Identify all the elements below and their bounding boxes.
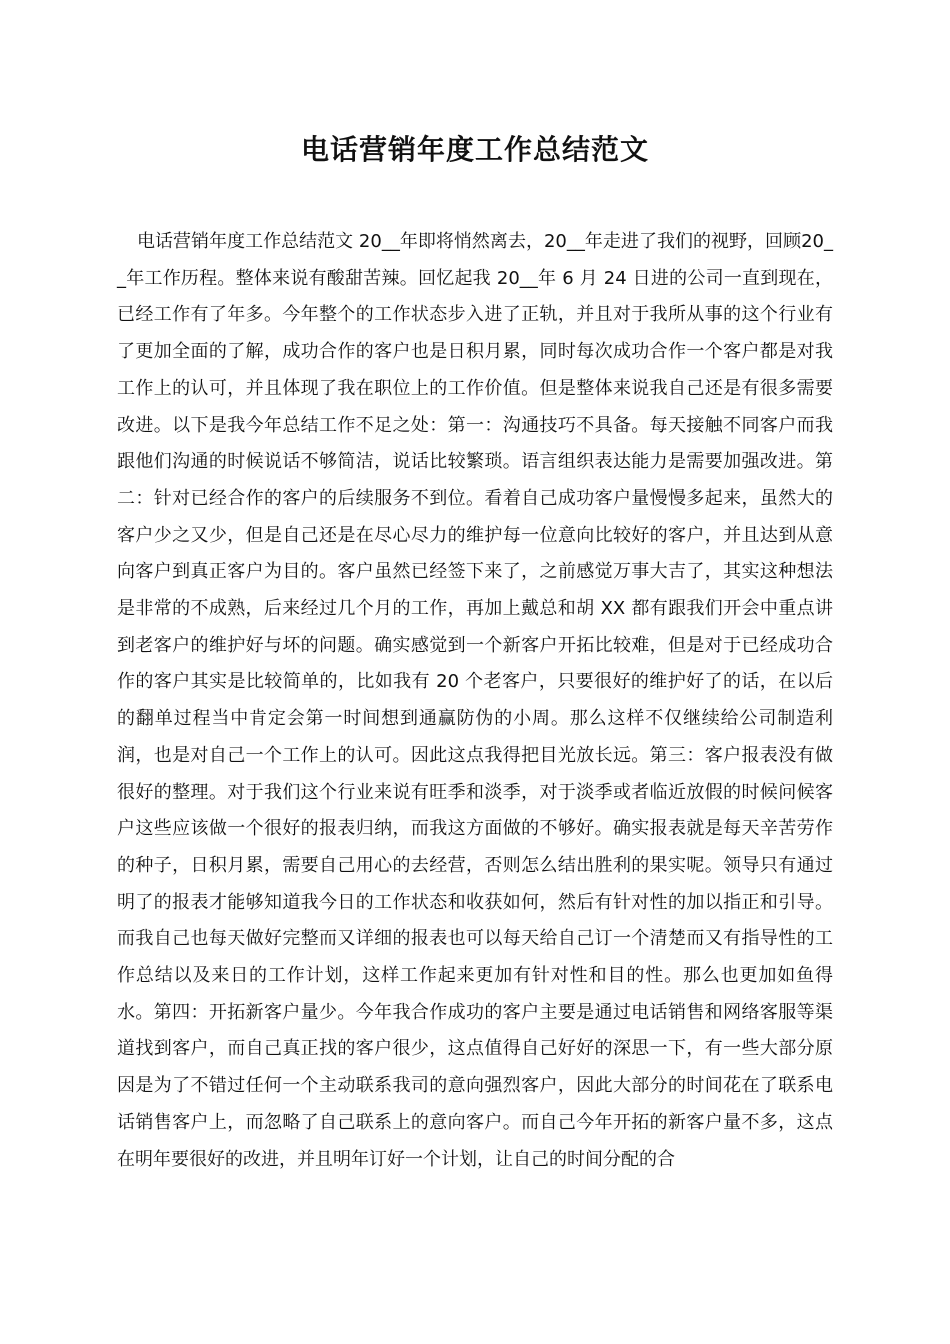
page-title: 电话营销年度工作总结范文 [300,133,649,166]
body-paragraph: 电话营销年度工作总结范文 20__年即将悄然离去，20__年走进了我们的视野，回顾20__年工作历程。整体来说有酸甜苦辣。回忆起我 20__年 6 月 24 日进的公司一直到现在，已经工作有了年多。今年整个的工作状态步入进了正轨，并且对于我所从事的这个行业有了更加全面的了解，成功合作的客户也是日积月累，同时每次成功合作一个客户都是对我工作上的认可，并且体现了我在职位上的工作价值。但是整体来说我自己还是有很多需要改进。以下是我今年总结工作不足之处：第一：沟通技巧不具备。每天接触不同客户而我跟他们沟通的时候说话不够简洁，说话比较繁琐。语言组织表达能力是需要加强改进。第二：针对已经合作的客户的后续服务不到位。看着自己成功客户量慢慢多起来，虽然大的客户少之又少，但是自己还是在尽心尽力的维护每一位意向比较好的客户，并且达到从意向客户到真正客户为目的。客户虽然已经签下来了，之前感觉万事大吉了，其实这种想法是非常的不成熟，后来经过几个月的工作，再加上戴总和胡 XX 都有跟我们开会中重点讲到老客户的维护好与坏的问题。确实感觉到一个新客户开拓比较难，但是对于已经成功合作的客户其实是比较简单的，比如我有 20 个老客户，只要很好的维护好了的话，在以后的翻单过程当中肯定会第一时间想到通赢防伪的小周。那么这样不仅继续给公司制造利润，也是对自己一个工作上的认可。因此这点我得把目光放长远。第三：客户报表没有做很好的整理。对于我们这个行业来说有旺季和淡季，对于淡季或者临近放假的时候问候客户这些应该做一个很好的报表归纳，而我这方面做的不够好。确实报表就是每天辛苦劳作的种子，日积月累，需要自己用心的去经营，否则怎么结出胜利的果实呢。领导只有通过明了的报表才能够知道我今日的工作状态和收获如何，然后有针对性的加以指正和引导。而我自己也每天做好完整而又详细的报表也可以每天给自己订一个清楚而又有指导性的工作总结以及来日的工作计划，这样工作起来更加有针对性和目的性。那么也更加如鱼得水。第四：开拓新客户量少。今年我合作成功的客户主要是通过电话销售和网络客服等渠道找到客户，而自己真正找的客户很少，这点值得自己好好的深思一下，有一些大部分原因是为了不错过任何一个主动联系我司的意向强烈客户，因此大部分的时间花在了联系电话销售客户上，而忽略了自己联系上的意向客户。而自己今年开拓的新客户量不多，这点在明年要很好的改进，并且明年订好一个计划，让自己的时间分配的合 [117,231,833,1170]
